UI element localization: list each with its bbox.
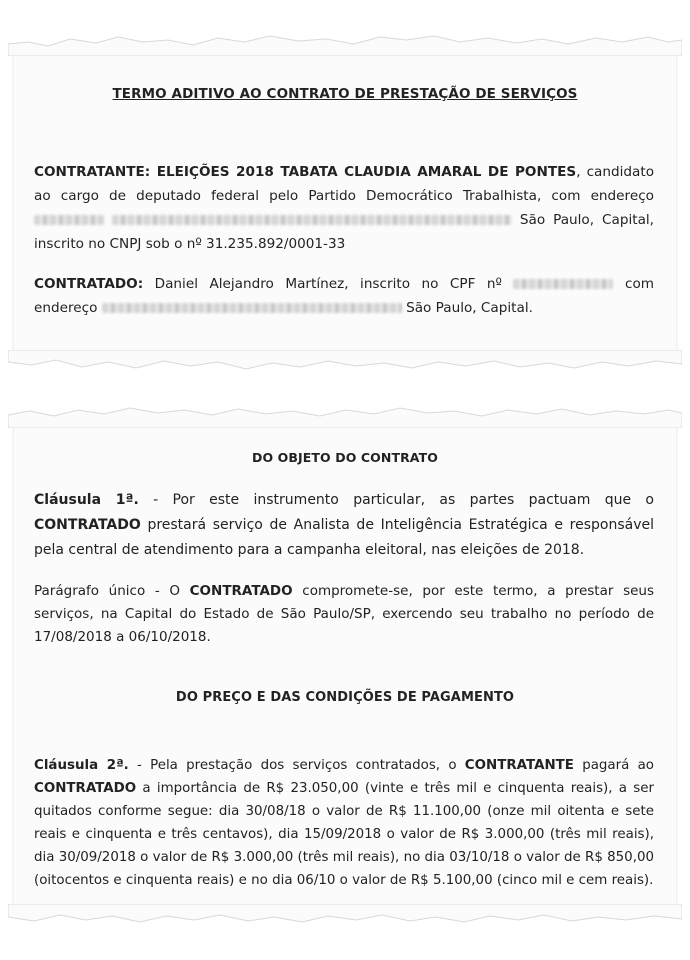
paragrafo-unico-text: Parágrafo único - O <box>34 583 190 599</box>
contratado-label: CONTRATADO: <box>34 276 144 292</box>
torn-edge-bottom <box>8 904 682 930</box>
document-clipping-2 <box>14 420 676 912</box>
contratante-label: CONTRATANTE: ELEIÇÕES 2018 TABATA CLAUDIA AMARAL DE PONTES <box>34 164 577 180</box>
paragrafo-unico-text-continued: compromete-se, por este termo, a prestar seus serviços, na Capital do Estado de São Paulo/SP, exercendo seu trabalho no período de 17/08/2018 a 06/10/2018. <box>34 583 654 645</box>
clausula-2 <box>34 754 654 892</box>
redacted-cpf <box>513 279 613 289</box>
torn-edge-top <box>8 402 682 428</box>
document-clipping-1 <box>14 48 676 358</box>
contratado-bold: CONTRATADO <box>34 517 141 533</box>
contratado-paragraph <box>34 272 654 320</box>
clausula-2-text: - Pela prestação dos serviços contratados, o <box>128 758 465 773</box>
clausula-1-text: - Por este instrumento particular, as partes pactuam que o <box>138 492 654 508</box>
contratante-text: , candidato ao cargo de deputado federal pelo Partido Democrático Trabalhista, com endereço <box>34 164 655 204</box>
redacted-address <box>34 215 104 225</box>
redacted-address <box>112 215 512 225</box>
contratado-text: Daniel Alejandro Martínez, inscrito no CPF nº <box>143 276 502 292</box>
redacted-address <box>102 303 402 313</box>
preco-heading: DO PREÇO E DAS CONDIÇÕES DE PAGAMENTO <box>175 690 515 705</box>
contratado-bold: CONTRATADO <box>189 583 293 599</box>
torn-edge-bottom <box>8 350 682 376</box>
contratante-paragraph <box>34 160 654 256</box>
torn-edge-top <box>8 30 682 56</box>
contract-title: TERMO ADITIVO AO CONTRATO DE PRESTAÇÃO DE SERVIÇOS <box>112 86 578 102</box>
clausula-2-label: Cláusula 2ª. <box>34 758 129 773</box>
contratado-text-endereco: com endereço <box>34 276 654 316</box>
objeto-heading: DO OBJETO DO CONTRATO <box>252 450 438 465</box>
clausula-1 <box>34 488 654 563</box>
contratado-text-city: São Paulo, Capital. <box>401 300 533 316</box>
contratante-text-continued: São Paulo, Capital, inscrito no CNPJ sob o nº 31.235.892/0001-33 <box>34 212 654 252</box>
clausula-1-text-continued: prestará serviço de Analista de Inteligência Estratégica e responsável pela central de atendimento para a campanha eleitoral, nas eleições de 2018. <box>34 517 654 558</box>
contratante-bold: CONTRATANTE <box>464 758 574 773</box>
clausula-2-text-b: pagará ao <box>573 758 654 773</box>
clausula-2-text-c: a importância de R$ 23.050,00 (vinte e três mil e cinquenta reais), a ser quitados conforme segue: dia 30/08/18 o valor de R$ 11.100,00 (onze mil oitenta e sete reais e cinquenta e três centavos), dia 15/09/2018 o valor de R$ 3.000,00 (três mil reais), dia 30/09/2018 o valor de R$ 3.000,00 (três mil reais), no dia 03/10/18 o valor de R$ 850,00 (oitocentos e cinquenta reais) e no dia 06/10 o valor de R$ 5.100,00 (cinco mil e cem reais). <box>34 781 654 888</box>
contratado-bold: CONTRATADO <box>34 781 137 796</box>
clausula-1-label: Cláusula 1ª. <box>34 492 139 508</box>
paragrafo-unico <box>34 580 654 649</box>
